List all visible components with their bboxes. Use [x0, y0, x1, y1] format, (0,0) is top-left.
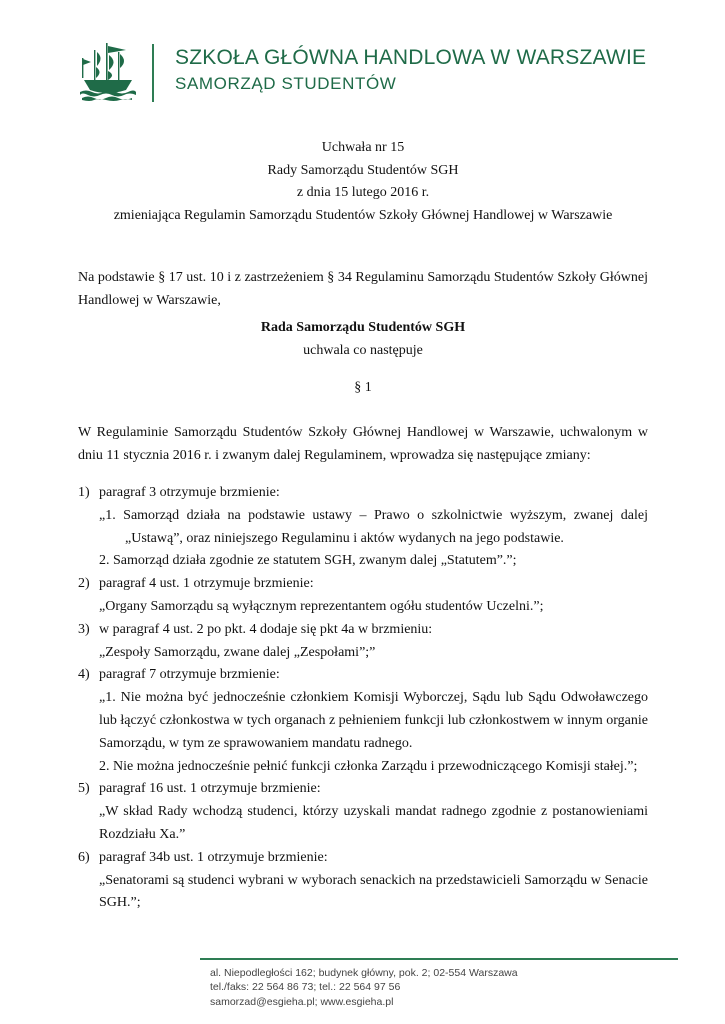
amendments-list [78, 482, 648, 915]
list-item [78, 778, 648, 846]
header-divider [152, 44, 154, 102]
item-quote: 2. Samorząd działa zgodnie ze statutem SGH, zwanym dalej „Statutem”.”; [99, 553, 517, 569]
org-name: SZKOŁA GŁÓWNA HANDLOWA W WARSZAWIE [175, 46, 647, 69]
footer-rule [200, 958, 678, 960]
intro-paragraph: Na podstawie § 17 ust. 10 i z zastrzeżeniem § 34 Regulaminu Samorządu Studentów Szkoły Głównej Handlowej w Warszawie, [78, 270, 648, 308]
footer-phones: tel./faks: 22 564 86 73; tel.: 22 564 97 56 [210, 981, 401, 993]
item-number: 4) [78, 667, 90, 683]
resolution-title [78, 137, 648, 227]
title-line-4: zmieniająca Regulamin Samorządu Studentów Szkoły Głównej Handlowej w Warszawie [113, 207, 613, 223]
footer-address: al. Niepodległości 162; budynek główny, pok. 2; 02-554 Warszawa [210, 966, 518, 979]
org-header [175, 45, 646, 95]
title-line-1: Uchwała nr 15 [321, 140, 405, 155]
item-quote: „Zespoły Samorządu, zwane dalej „Zespołami”;” [99, 644, 376, 660]
item-quote: „W skład Rady wchodzą studenci, którzy uzyskali mandat radnego zgodnie z postanowieniami Rozdziału Xa.” [99, 804, 648, 842]
item-number: 3) [78, 621, 90, 637]
title-line-3: z dnia 15 lutego 2016 r. [296, 185, 430, 200]
list-item [78, 573, 648, 619]
item-number: 6) [78, 849, 90, 865]
paragraph-1: W Regulaminie Samorządu Studentów Szkoły Głównej Handlowej w Warszawie, uchwalonym w dniu 11 stycznia 2016 r. i zwanym dalej Regulaminem, wprowadza się następujące zmiany: [78, 425, 648, 463]
item-quote: „Organy Samorządu są wyłącznym reprezentantem ogółu studentów Uczelni.”; [99, 598, 544, 614]
item-quote: 2. Nie można jednocześnie pełnić funkcji członka Zarządu i przewodniczącego Komisji stałej.”; [99, 758, 638, 774]
list-item [78, 664, 648, 778]
council-name: Rada Samorządu Studentów SGH [260, 320, 466, 335]
list-item [78, 482, 648, 573]
ship-emblem-icon [76, 40, 138, 102]
item-quote: „Senatorami są studenci wybrani w wyborach senackich na przedstawicieli Samorządu w Senacie SGH.”; [99, 872, 648, 911]
list-item [78, 847, 648, 915]
item-number: 1) [78, 485, 90, 500]
item-heading: paragraf 16 ust. 1 otrzymuje brzmienie: [99, 781, 321, 797]
item-heading: w paragraf 4 ust. 2 po pkt. 4 dodaje się pkt 4a w brzmieniu: [99, 621, 433, 637]
section-mark: § 1 [354, 380, 372, 395]
council-block [78, 316, 648, 362]
org-subname: SAMORZĄD STUDENTÓW [175, 74, 397, 93]
list-item [78, 619, 648, 665]
item-quote: „1. Samorząd działa na podstawie ustawy – Prawo o szkolnictwie wyższym, zwanej dalej „Ustawą”, oraz niniejszego Regulaminu i aktów wydanych na jego podstawie. [99, 507, 648, 546]
item-number: 2) [78, 576, 90, 592]
footer-contact[interactable]: samorzad@esgieha.pl; www.esgieha.pl [210, 995, 394, 1008]
item-heading: paragraf 34b ust. 1 otrzymuje brzmienie: [99, 849, 328, 865]
item-heading: paragraf 7 otrzymuje brzmienie: [99, 667, 280, 683]
title-line-2: Rady Samorządu Studentów SGH [267, 162, 459, 178]
item-quote: „1. Nie można być jednocześnie członkiem Komisji Wyborczej, Sądu lub Sądu Odwoławczego lub łączyć członkostwa w tych organach z pełnieniem funkcji lub członkostwem w innym organie Samorządu, w tym ze sprawowaniem mandatu radnego. [99, 690, 648, 751]
item-heading: paragraf 4 ust. 1 otrzymuje brzmienie: [99, 576, 314, 592]
item-heading: paragraf 3 otrzymuje brzmienie: [99, 485, 280, 500]
footer [200, 958, 678, 1009]
item-number: 5) [78, 781, 90, 797]
council-resolves: uchwala co następuje [303, 343, 423, 358]
